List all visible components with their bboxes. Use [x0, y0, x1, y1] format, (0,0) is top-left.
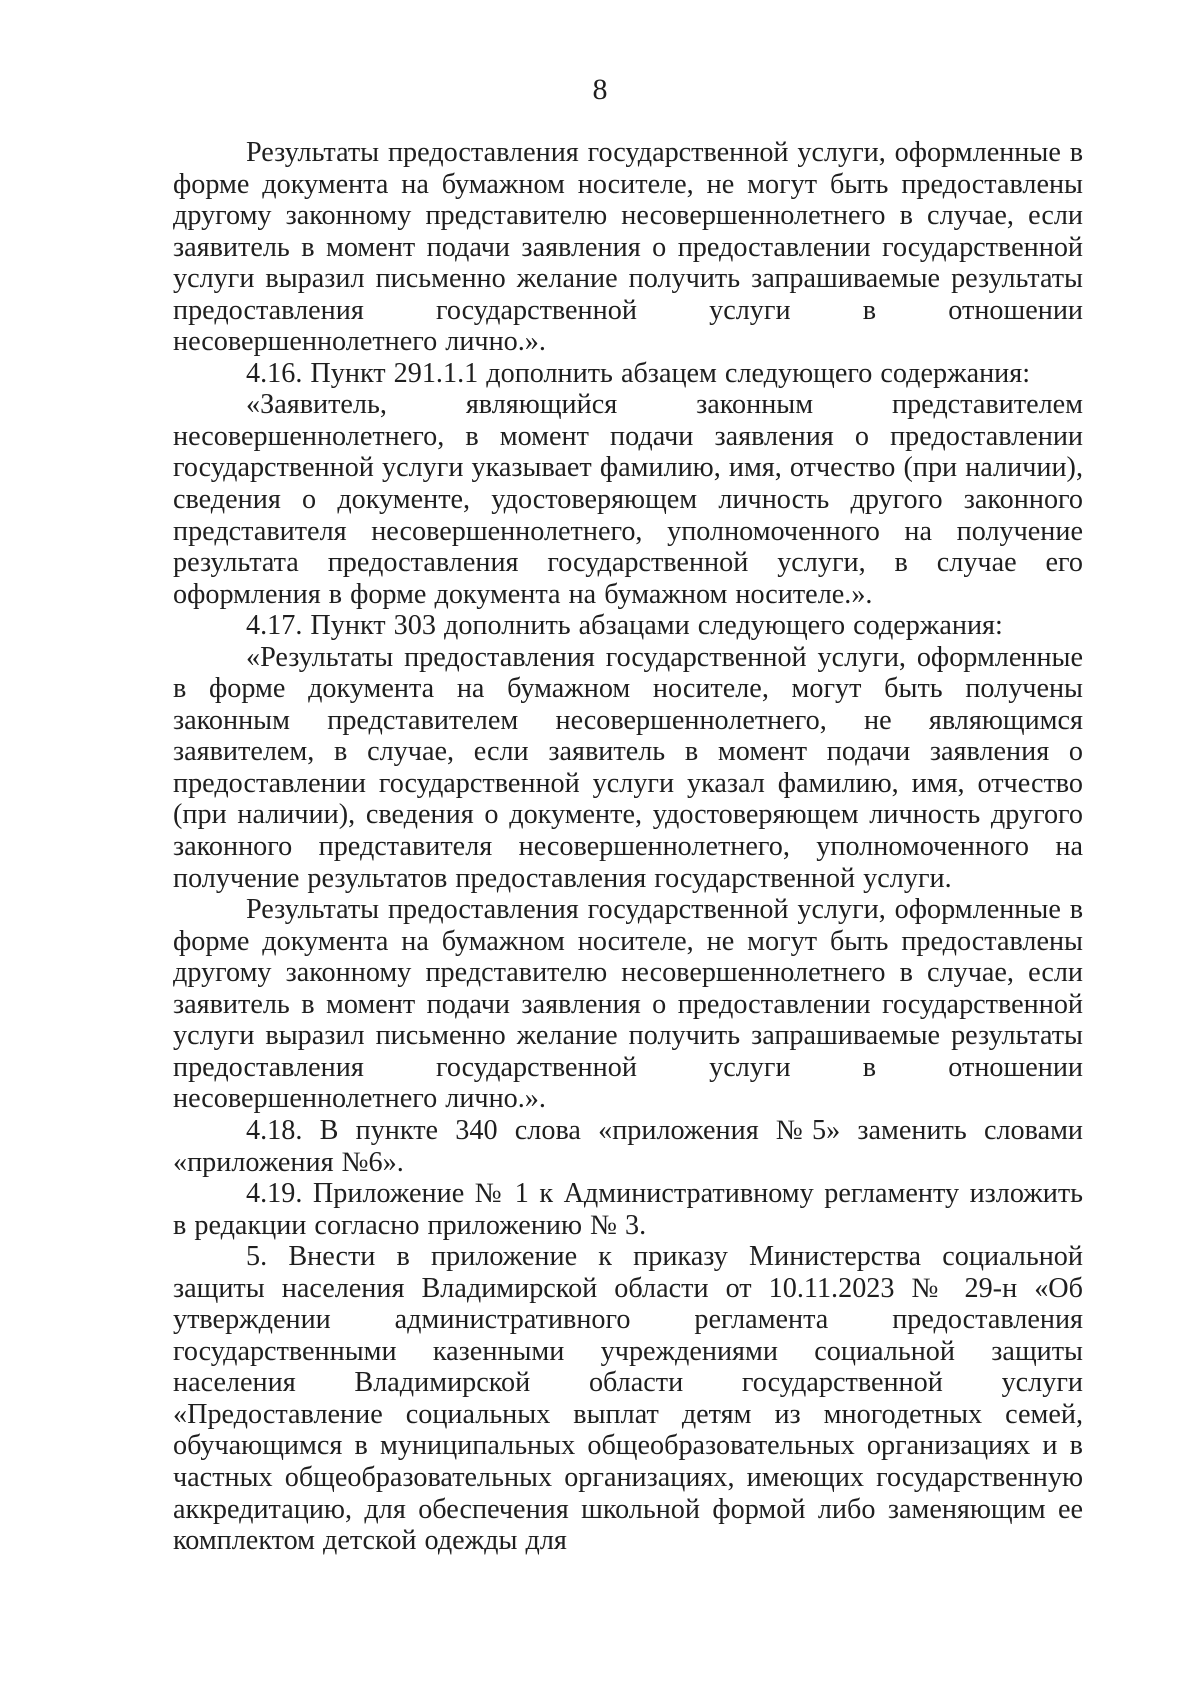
paragraph-item-4-16: 4.16. Пункт 291.1.1 дополнить абзацем следующего содержания: — [246, 357, 1031, 389]
page-number: 8 — [592, 73, 608, 106]
paragraph-item-4-17: 4.17. Пункт 303 дополнить абзацами следующего содержания: — [246, 610, 1003, 642]
paragraph-results-not-provided-repeat: Результаты предоставления государственной услуги, оформленные в форме документа на бумажном носителе, не могут быть предоставлены другому законному представителю несовершеннолетнего в случае, если заявитель в момент подачи заявления о предоставлении государственной услуги выразил письменно желание получить запрашиваемые результаты предоставления государственной услуги в отношении несовершеннолетнего лично.». — [173, 894, 1083, 1115]
paragraph-results-may-be-received: «Результаты предоставления государственной услуги, оформленные в форме документа на бумажном носителе, могут быть получены законным представителем несовершеннолетнего, не являющимся заявителем, в случае, если заявитель в момент подачи заявления о предоставлении государственной услуги указал фамилию, имя, отчество (при наличии), сведения о документе, удостоверяющем личность другого законного представителя несовершеннолетнего, уполномоченного на получение результатов предоставления государственной услуги. — [173, 641, 1083, 894]
paragraph-applicant-indicates: «Заявитель, являющийся законным представителем несовершеннолетнего, в момент подачи заявления о предоставлении государственной услуги указывает фамилию, имя, отчество (при наличии), сведения о документе, удостоверяющем личность другого законного представителя несовершеннолетнего, уполномоченного на получение результата предоставления государственной услуги, в случае его оформления в форме документа на бумажном носителе.». — [173, 389, 1083, 610]
paragraph-item-5: 5. Внести в приложение к приказу Министерства социальной защиты населения Владимирской области от 10.11.2023 № 29-н «Об утверждении административного регламента предоставления государственными казенными учреждениями социальной защиты населения Владимирской области государственной услуги «Предоставление социальных выплат детям из многодетных семей, обучающимся в муниципальных общеобразовательных организациях и в частных общеобразовательных организациях, имеющих государственную аккредитацию, для обеспечения школьной формой либо заменяющим ее комплектом детской одежды для — [173, 1241, 1083, 1557]
paragraph-item-4-18: 4.18. В пункте 340 слова «приложения №5» заменить словами «приложения №6». — [173, 1114, 1083, 1178]
paragraph-item-4-19: 4.19. Приложение № 1 к Административному регламенту изложить в редакции согласно приложению № 3. — [173, 1178, 1083, 1241]
paragraph-results-not-provided: Результаты предоставления государственной услуги, оформленные в форме документа на бумажном носителе, не могут быть предоставлены другому законному представителю несовершеннолетнего в случае, если заявитель в момент подачи заявления о предоставлении государственной услуги выразил письменно желание получить запрашиваемые результаты предоставления государственной услуги в отношении несовершеннолетнего лично.». — [173, 137, 1083, 358]
document-body — [173, 137, 1083, 1557]
